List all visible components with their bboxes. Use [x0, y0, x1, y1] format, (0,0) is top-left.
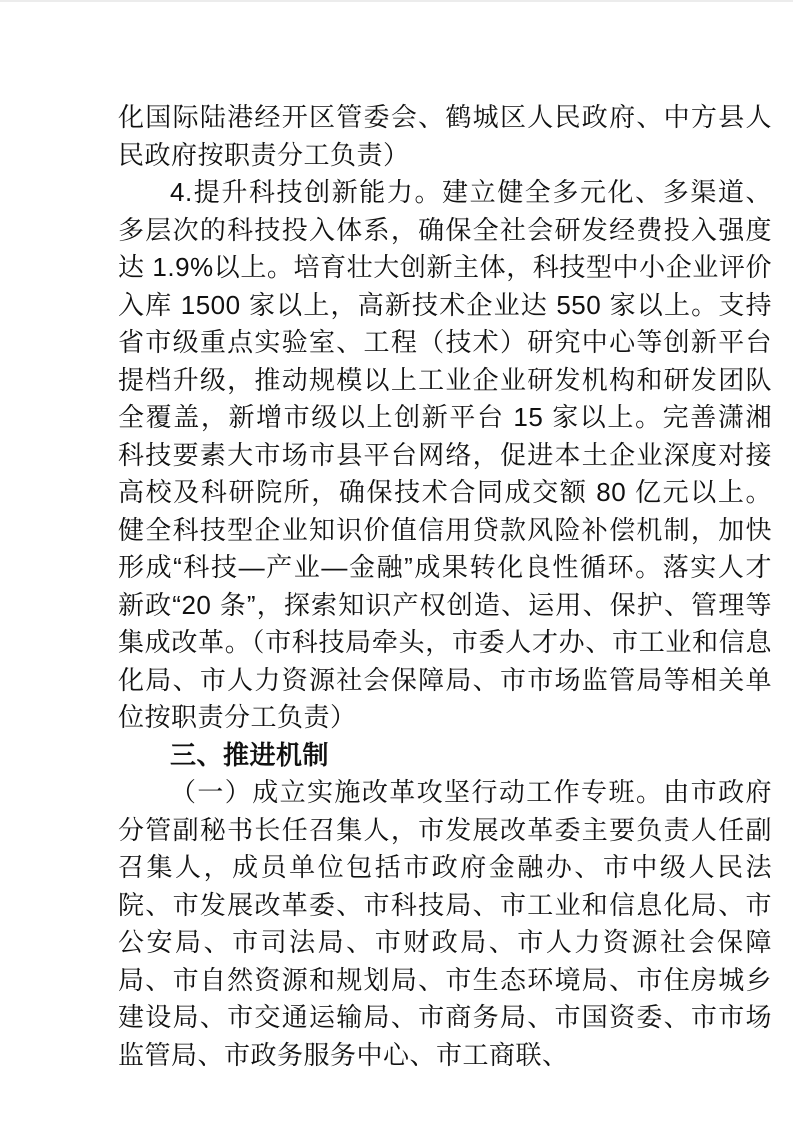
paragraph-section-one: （一）成立实施改革攻坚行动工作专班。由市政府分管副秘书长任召集人，市发展改革委主要负责人任副召集人，成员单位包括市政府金融办、市中级人民法院、市发展改革委、市科技局、市工业和信息化局、市公安局、市司法局、市财政局、市人力资源社会保障局、市自然资源和规划局、市生态环境局、市住房城乡建设局、市交通运输局、市商务局、市国资委、市市场监管局、市政务服务中心、市工商联、 [118, 777, 772, 1070]
paragraph-item-4: 4.提升科技创新能力。建立健全多元化、多渠道、多层次的科技投入体系，确保全社会研发经费投入强度达 1.9%以上。培育壮大创新主体，科技型中小企业评价入库 1500 家以上，高新技术企业达 550 家以上。支持省市级重点实验室、工程（技术）研究中心等创新平台提档升级，推动规模以上工业企业研发机构和研发团队全覆盖，新增市级以上创新平台 15 家以上。完善潇湘科技要素大市场市县平台网络，促进本土企业深度对接高校及科研院所，确保技术合同成交额 80 亿元以上。健全科技型企业知识价值信用贷款风险补偿机制，加快形成“科技—产业—金融”成果转化良性循环。落实人才新政“20 条”，探索知识产权创造、运用、保护、管理等集成改革。（市科技局牵头，市委人才办、市工业和信息化局、市人力资源社会保障局、市市场监管局等相关单位按职责分工负责） [118, 177, 772, 732]
section-heading: 三、推进机制 [170, 739, 330, 770]
paragraph-continuation: 化国际陆港经开区管委会、鹤城区人民政府、中方县人民政府按职责分工负责） [118, 102, 772, 170]
document-content [0, 2, 793, 1074]
